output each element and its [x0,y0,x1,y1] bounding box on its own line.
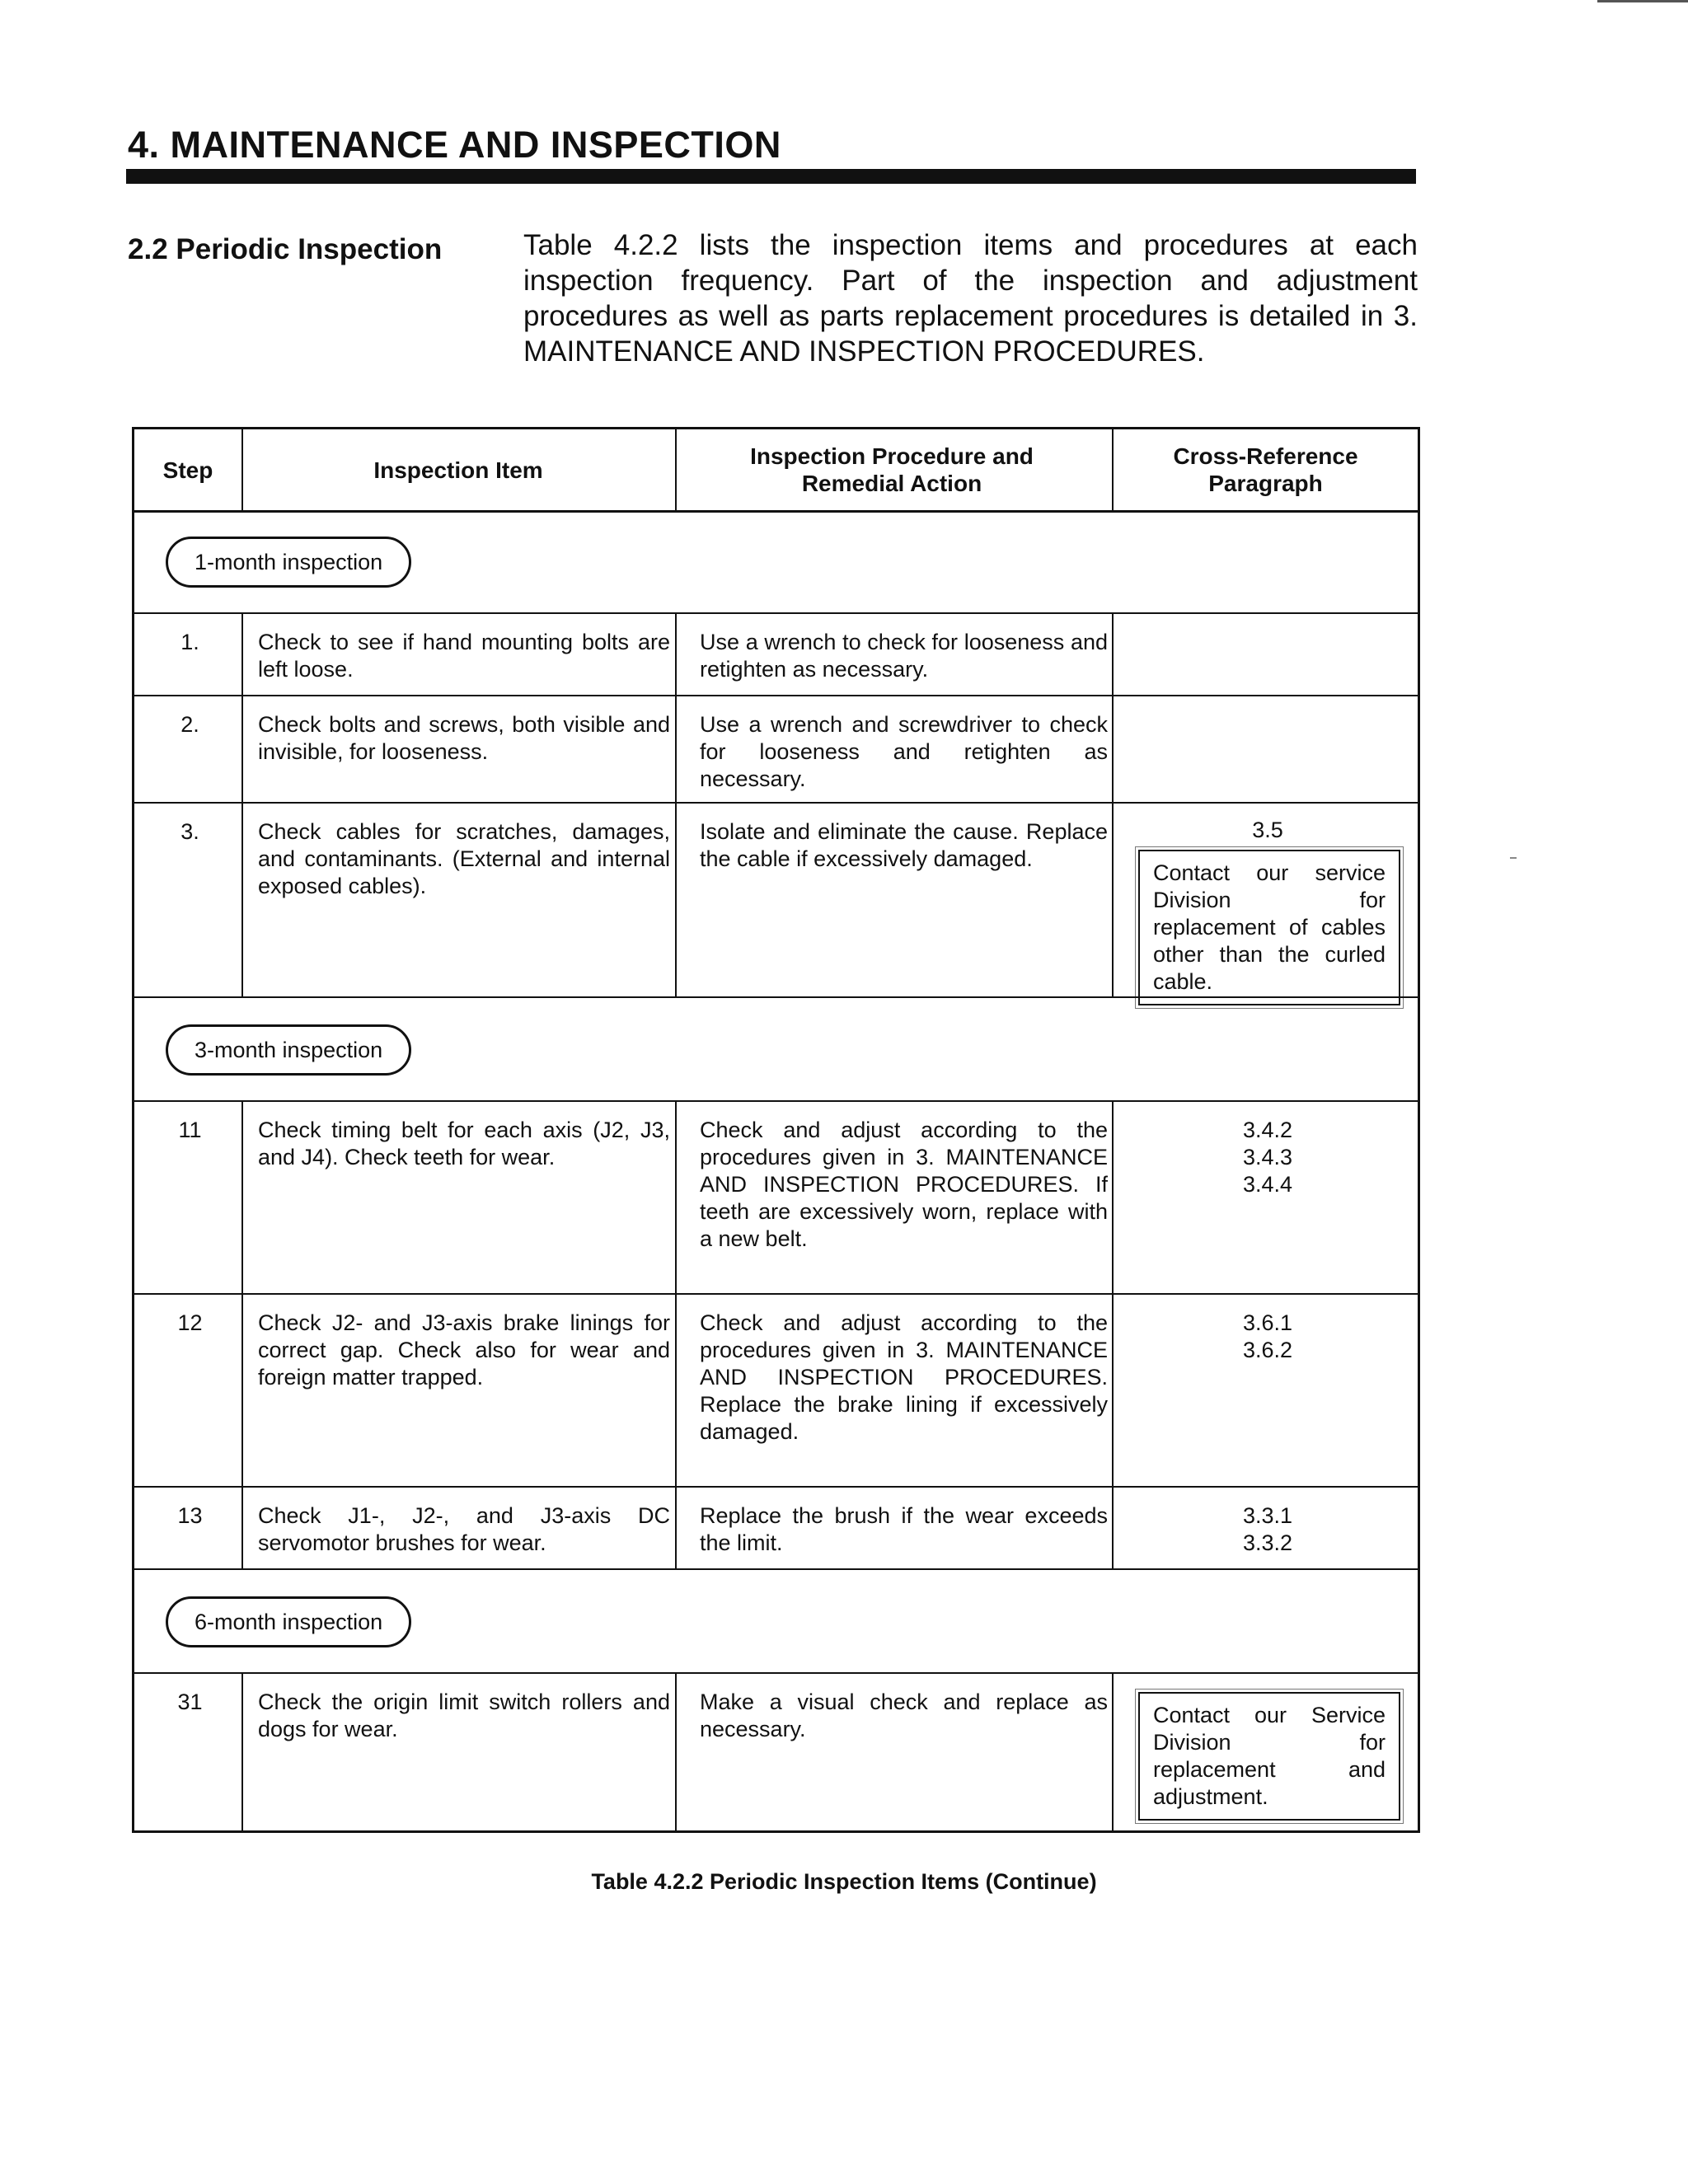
column-divider [675,1674,677,1830]
procedure-text: Replace the brush if the wear exceeds the limit. [700,1503,1108,1555]
group-label-3-month: 3-month inspection [166,1024,411,1076]
procedure-text: Check and adjust according to the procedures given in 3. MAINTENANCE AND INSPECTION PROCEDURES. Replace the brake lining if excessively damaged. [700,1310,1108,1444]
chapter-title: 4. MAINTENANCE AND INSPECTION [128,124,781,166]
inspection-table [132,427,1420,1833]
step-number: 31 [177,1690,203,1714]
step-number: 3. [181,819,199,844]
inspection-item: Check bolts and screws, both visible and invisible, for looseness. [258,712,670,764]
column-divider [675,1102,677,1568]
header-divider [1112,429,1114,510]
table-row [134,1674,1418,1830]
group-band-3-month [134,998,1418,1100]
scan-speck [1510,857,1517,859]
cross-reference [1123,1502,1412,1557]
reference-number: 3.4.4 [1242,1172,1293,1197]
header-cross-reference: Cross-Reference Paragraph [1173,443,1358,496]
column-divider [241,1674,243,1830]
inspection-item: Check cables for scratches, damages, and contaminants. (External and internal exposed cables). [258,819,670,898]
group-label-1-month: 1-month inspection [166,537,411,588]
step-number: 1. [181,630,199,654]
cross-reference [1123,1310,1412,1364]
reference-number: 3.3.1 [1242,1503,1293,1528]
service-note: Contact our service Division for replacement of cables other than the curled cable. [1138,850,1400,1005]
header-step: Step [162,457,213,483]
inspection-item: Check to see if hand mounting bolts are left loose. [258,630,670,682]
table-header [134,429,1418,513]
header-divider [241,429,243,510]
group-label-6-month: 6-month inspection [166,1596,411,1647]
step-number: 2. [181,712,199,737]
header-inspection-item: Inspection Item [373,457,543,483]
table-row [134,1488,1418,1568]
column-divider [675,614,677,996]
table-row [134,614,1418,695]
title-rule [126,169,1416,184]
inspection-item: Check J1-, J2-, and J3-axis DC servomotor brushes for wear. [258,1503,670,1555]
table-row [134,1295,1418,1486]
table-row [134,1102,1418,1293]
reference-number: 3.4.3 [1242,1145,1293,1169]
header-divider [675,429,677,510]
cross-reference [1123,1117,1412,1198]
reference-number: 3.4.2 [1242,1118,1293,1142]
reference-number: 3.5 [1252,818,1283,842]
procedure-text: Make a visual check and replace as necessary. [700,1690,1108,1741]
column-divider [1112,1102,1114,1568]
header-procedure: Inspection Procedure and Remedial Action [750,443,1034,496]
step-number: 12 [177,1310,203,1335]
step-number: 11 [178,1118,202,1142]
reference-number: 3.6.1 [1242,1310,1293,1335]
inspection-item: Check timing belt for each axis (J2, J3, and J4). Check teeth for wear. [258,1118,670,1169]
table-row [134,696,1418,802]
procedure-text: Isolate and eliminate the cause. Replace the cable if excessively damaged. [700,819,1108,871]
inspection-item: Check the origin limit switch rollers and dogs for wear. [258,1690,670,1741]
reference-number: 3.6.2 [1242,1338,1293,1362]
column-divider [241,1102,243,1568]
column-divider [241,614,243,996]
intro-paragraph: Table 4.2.2 lists the inspection items and procedures at each inspection frequency. Part of the inspection and adjustment procedures as well as parts replacement procedures is detailed in 3. MAINTENANCE AND INSPECTION PROCEDURES. [523,229,1418,368]
step-number: 13 [177,1503,203,1528]
procedure-text: Use a wrench to check for looseness and retighten as necessary. [700,630,1108,682]
column-divider [1112,1674,1114,1830]
scan-corner-mark [1597,0,1688,2]
procedure-text: Check and adjust according to the procedures given in 3. MAINTENANCE AND INSPECTION PROCEDURES. If teeth are excessively worn, replace with a new belt. [700,1118,1108,1251]
service-note: Contact our Service Division for replacement and adjustment. [1138,1692,1400,1821]
group-band-1-month [134,510,1418,612]
column-divider [1112,614,1114,996]
group-band-6-month [134,1570,1418,1672]
reference-number: 3.3.2 [1242,1530,1293,1555]
section-heading: 2.2 Periodic Inspection [128,233,443,265]
procedure-text: Use a wrench and screwdriver to check for looseness and retighten as necessary. [700,712,1108,791]
inspection-item: Check J2- and J3-axis brake linings for correct gap. Check also for wear and foreign matter trapped. [258,1310,670,1390]
table-row [134,804,1418,996]
cross-reference [1123,817,1412,844]
table-caption: Table 4.2.2 Periodic Inspection Items (Continue) [591,1869,1097,1894]
